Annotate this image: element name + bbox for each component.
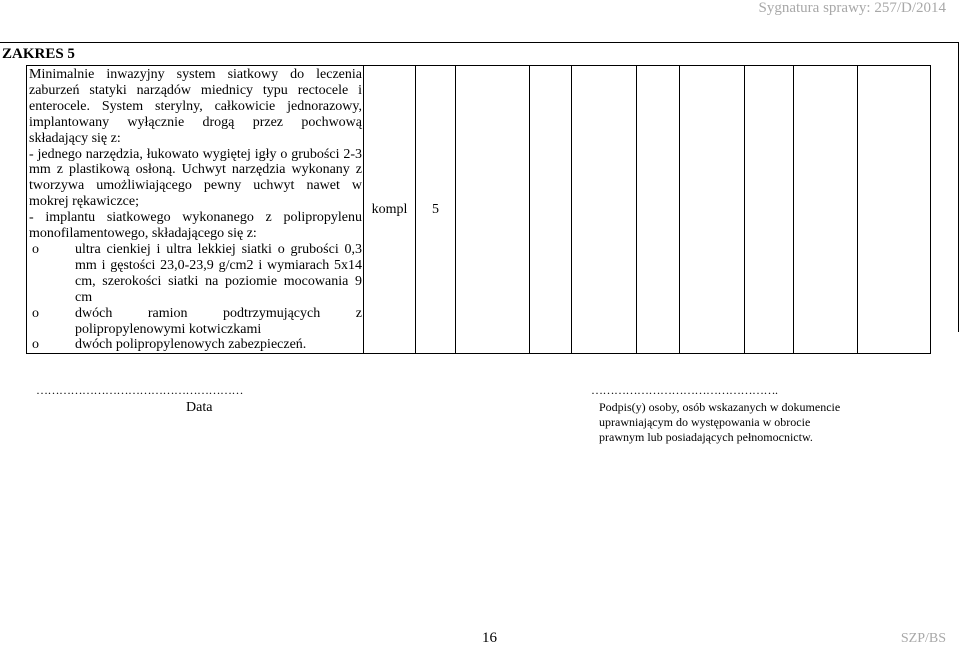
date-dotted-line: ……………………………………………… bbox=[36, 383, 243, 397]
table-row bbox=[27, 66, 931, 354]
empty-cell bbox=[680, 66, 745, 354]
empty-cell bbox=[858, 66, 931, 354]
signature-caption-line1: Podpis(y) osoby, osób wskazanych w dokumencie bbox=[599, 400, 841, 414]
page-number: 16 bbox=[482, 630, 497, 646]
item-description bbox=[27, 66, 364, 354]
date-label: Data bbox=[186, 400, 213, 415]
description-part2: - implantu siatkowego wykonanego z polipropylenu monofilamentowego, składającego się z: bbox=[29, 210, 362, 242]
empty-cell bbox=[637, 66, 680, 354]
list-item: o ultra cienkiej i ultra lekkiej siatki o grubości 0,3 mm i gęstości 23,0-23,9 g/cm2 i wymiarach 5x14 cm, szerokości siatki na poziomie mocowania 9 cm bbox=[29, 242, 362, 306]
items-table bbox=[26, 65, 931, 354]
component-list bbox=[29, 242, 362, 353]
case-signature: Sygnatura sprawy: 257/D/2014 bbox=[758, 0, 946, 16]
signature-caption-line3: prawnym lub posiadających pełnomocnictw. bbox=[599, 430, 813, 444]
empty-cell bbox=[745, 66, 794, 354]
signature-dotted-line: …………………………………………. bbox=[591, 383, 778, 397]
description-intro: Minimalnie inwazyjny system siatkowy do leczenia zaburzeń statyki narządów miednicy typu rectocele i enterocele. System sterylny, całkowicie jednorazowy, implantowany wyłącznie drogą przez pochwową składający się z: bbox=[29, 67, 362, 146]
zakres-section bbox=[0, 42, 959, 353]
list-item: o dwóch polipropylenowych zabezpieczeń. bbox=[29, 337, 362, 353]
empty-cell bbox=[794, 66, 858, 354]
section-title: ZAKRES 5 bbox=[2, 46, 75, 62]
list-item: o dwóch ramion podtrzymujących z polipropylenowymi kotwiczkami bbox=[29, 306, 362, 338]
footer-code: SZP/BS bbox=[900, 631, 946, 646]
empty-cell bbox=[456, 66, 530, 354]
empty-cell bbox=[572, 66, 637, 354]
quantity-cell: 5 bbox=[416, 66, 456, 354]
signature-caption-line2: uprawniającym do występowania w obrocie bbox=[599, 415, 811, 429]
description-part1: - jednego narzędzia, łukowato wygiętej igły o grubości 2-3 mm z plastikową osłoną. Uchwyt narzędzia wykonany z tworzywa umożliwiającego pewny uchwyt nawet w mokrej rękawiczce; bbox=[29, 146, 362, 210]
empty-cell bbox=[530, 66, 572, 354]
unit-cell: kompl bbox=[364, 66, 416, 354]
